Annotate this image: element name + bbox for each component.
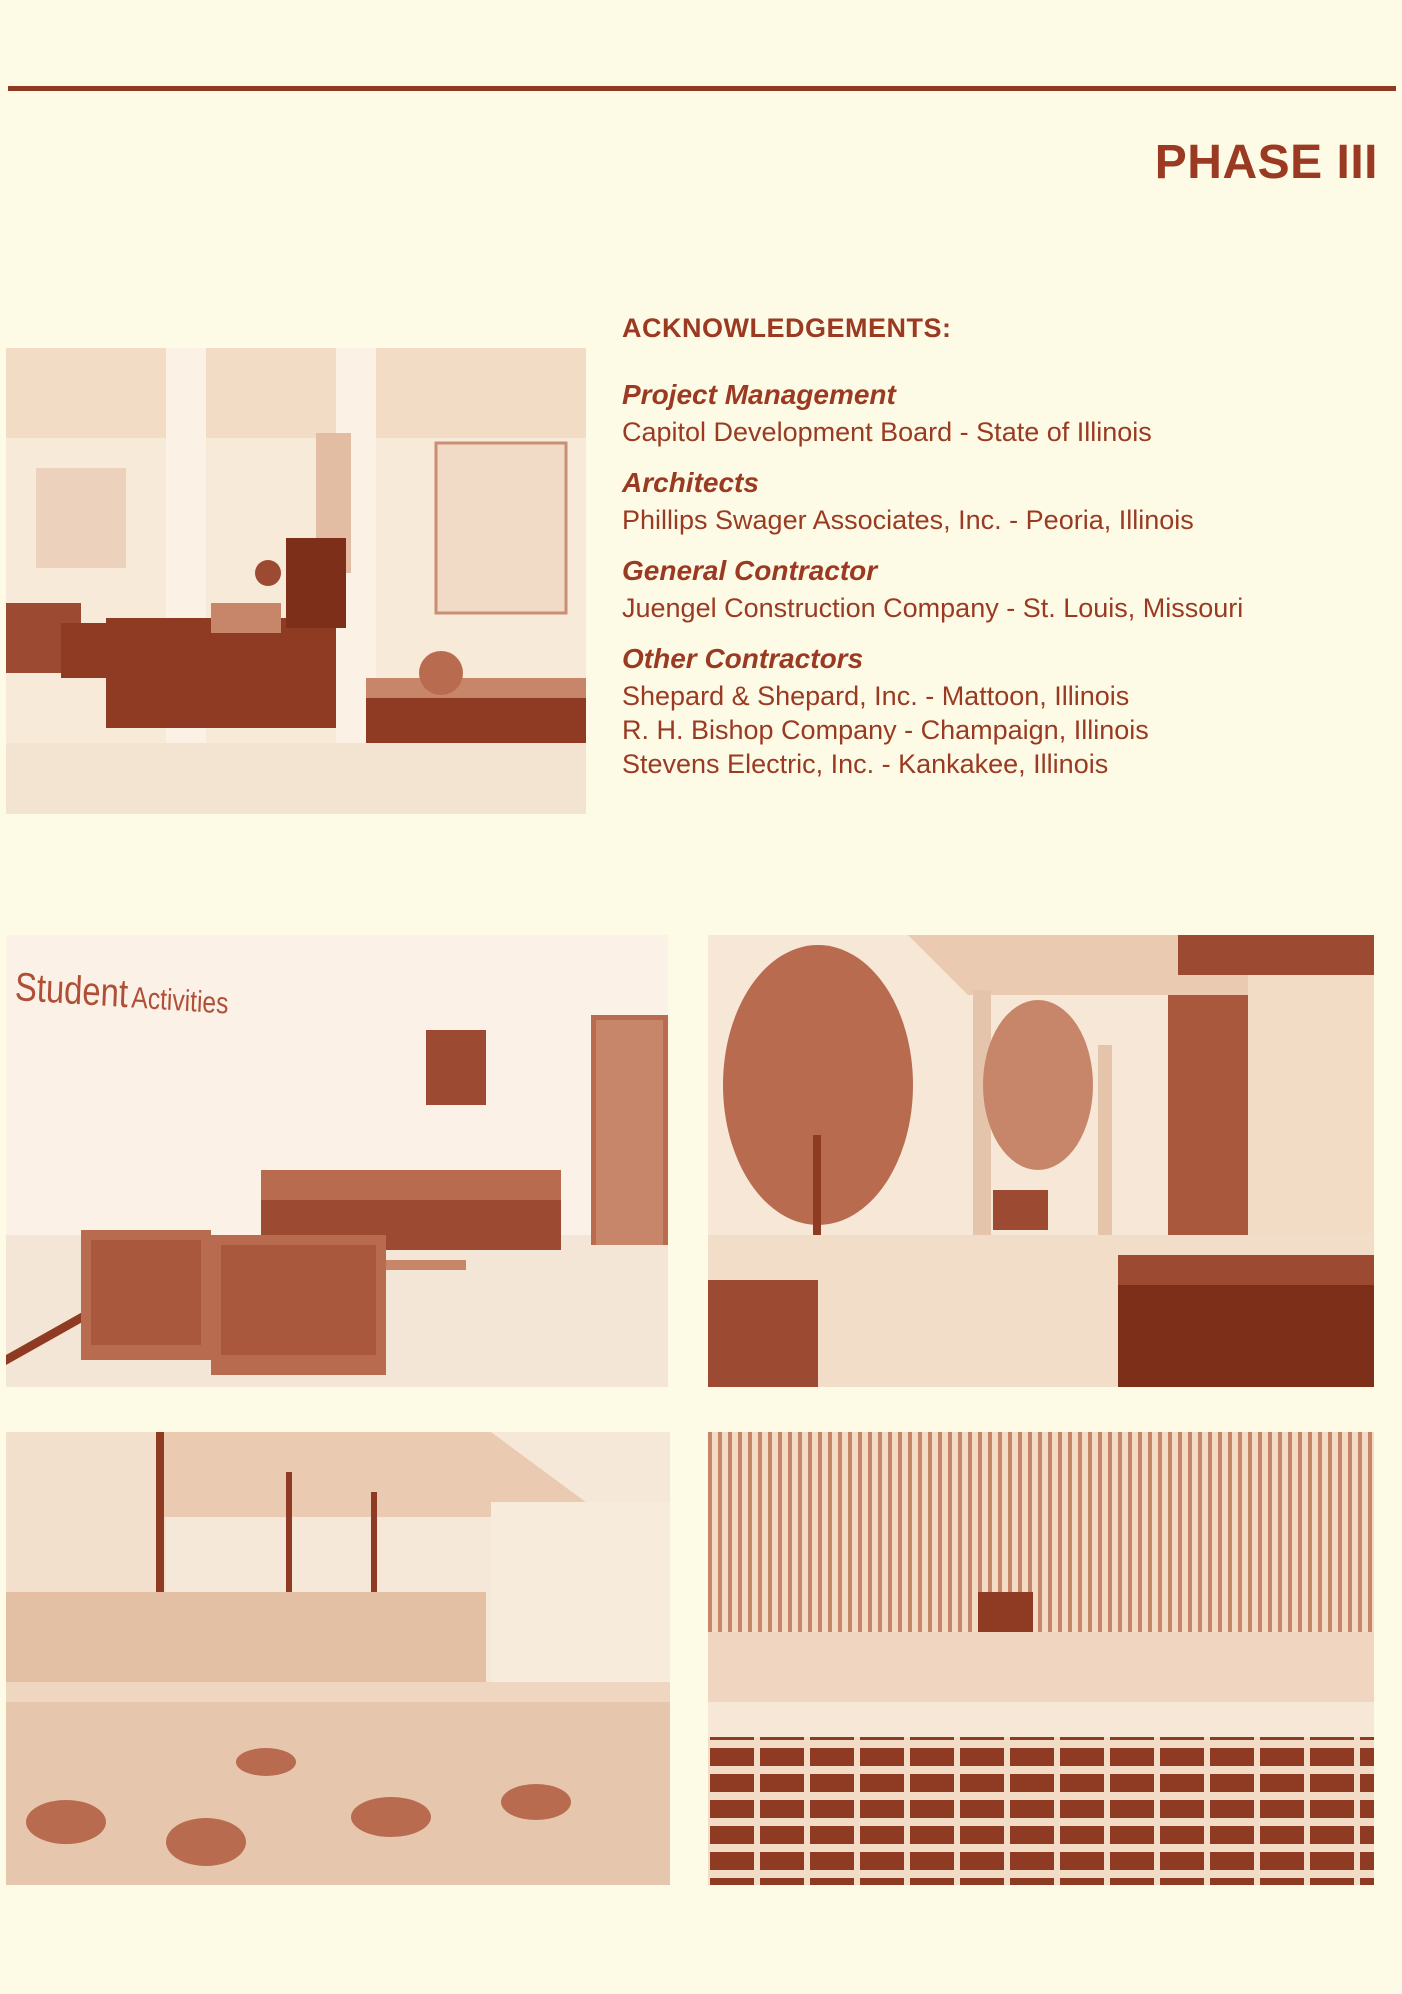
sign-word-student: Student <box>14 965 129 1017</box>
credit-role: General Contractor <box>622 555 878 586</box>
credit-role: Project Management <box>622 379 896 410</box>
credit-role: Other Contractors <box>622 643 864 674</box>
acknowledgements-heading: ACKNOWLEDGEMENTS: <box>622 313 952 343</box>
atrium-photo <box>708 935 1374 1387</box>
credit-general-contractor <box>622 551 1382 625</box>
credit-project-management <box>622 375 1382 449</box>
credit-role: Architects <box>622 467 759 498</box>
credit-architects <box>622 463 1382 537</box>
credit-line: Juengel Construction Company - St. Louis, Missouri <box>622 593 1244 623</box>
sign-word-activities: Activities <box>130 981 230 1021</box>
credit-line: R. H. Bishop Company - Champaign, Illinois <box>622 715 1149 745</box>
office-interior-photo <box>6 348 586 814</box>
credit-other-contractors <box>622 639 1382 781</box>
top-rule <box>8 86 1396 91</box>
credit-line: Shepard & Shepard, Inc. - Mattoon, Illinois <box>622 681 1130 711</box>
credit-line: Phillips Swager Associates, Inc. - Peoria, Illinois <box>622 505 1194 535</box>
credit-line: Stevens Electric, Inc. - Kankakee, Illinois <box>622 749 1109 779</box>
exterior-landscaping-photo <box>6 1432 670 1885</box>
student-lounge-photo <box>6 935 668 1387</box>
credit-line: Capitol Development Board - State of Illinois <box>622 417 1152 447</box>
page-title: PHASE III <box>1154 136 1378 189</box>
credits-list <box>622 375 1382 795</box>
auditorium-stage-photo <box>708 1432 1374 1885</box>
